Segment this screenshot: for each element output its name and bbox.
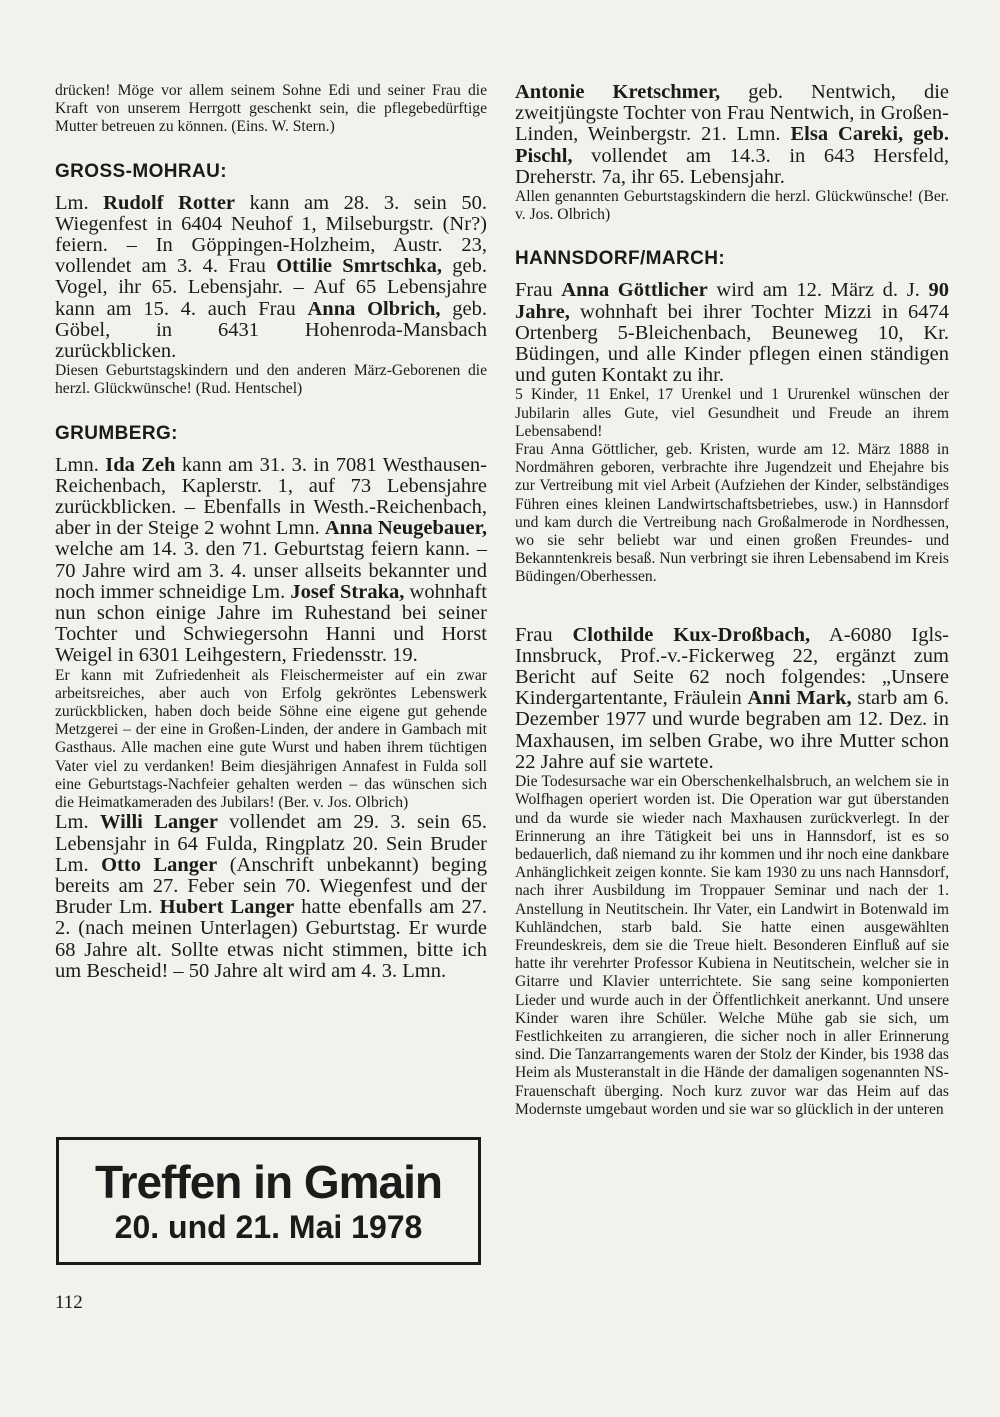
paragraph: Die Todesursache war ein Oberschenkelhalsbruch, an welchem sie in Wolfhagen operiert worden ist. Die Operation war gut überstanden und da wurde sie wieder nach Maxhausen zurückverlegt. In der Erinnerung an ihre Tätigkeit bei uns in Hannsdorf, ist es so bedauerlich, daß niemand zu ihr kommen und ihr noch eine dankbare Anhänglichkeit zeigen konnte. Sie kam 1930 zu uns nach Hannsdorf, nach ihrer Ausbildung im Troppauer Seminar und nach der 1. Anstellung in Neutitschein. Ihr Vater, ein Landwirt in Botenwald im Kuhländchen, starb bald. Sie hatte einen ausgewählten Freundeskreis, dem sie die Treue hielt. Besonderen Einfluß auf sie hatte ihr verehrter Professor Kubiena in Neutitschein, welcher sie in Gitarre und Klavier unterrichtete. Sie sang seine komponierten Lieder und wurde auch in der Öffentlichkeit anerkannt. Und unsere Kinder waren ihre Schüler. Welche Mühe gab sie sich, um Festlichkeiten zu arrangieren, die sicher noch in aller Erinnerung sind. Die Tanzarrangements waren der Stolz der Kinder, bis 1938 das Heim als Musteranstalt in die Hände der damaligen sogenannten NS-Frauenschaft überging. Noch kurz zuvor war das Heim auf das Modernste umgebaut worden und sie war so glücklich in der unteren (515, 773, 949, 1118)
person-name: Josef Straka, (290, 580, 405, 603)
paragraph (55, 193, 487, 363)
text-run: hatte ebenfalls am 27. 2. (nach meinen Unterlagen) Geburtstag. Er wurde 68 Jahre alt. Sollte etwas nicht stimmen, bitte ich um Bescheid! – 50 Jahre alt wird am 4. 3. Lmn. (55, 896, 487, 982)
section-heading-hannsdorf-march: HANNSDORF/MARCH: (515, 248, 726, 270)
text-run: vollendet am 14.3. in 643 Hersfeld, Dreherstr. 7a, ihr 65. Lebensjahr. (515, 144, 949, 188)
text-run: Lm. (55, 191, 104, 214)
person-name: Clothilde Kux-Droßbach, (572, 623, 811, 646)
right-column (515, 82, 949, 1119)
paragraph (515, 82, 949, 188)
paragraph (55, 812, 487, 982)
age-highlight: 90 Jahre, (515, 279, 950, 323)
text-run: geb. Vogel, ihr 65. Lebensjahr. – Auf 65 Lebensjahre kann am 15. 4. auch Frau (55, 255, 487, 320)
person-name: Rudolf Rotter (103, 191, 236, 214)
section-heading-gross-mohrau: GROSS-MOHRAU: (55, 160, 227, 182)
section-heading-grumberg: GRUMBERG: (55, 422, 178, 444)
paragraph (55, 455, 487, 667)
person-name: Hubert Langer (159, 896, 295, 919)
left-column (55, 82, 487, 982)
paragraph: drücken! Möge vor allem seinem Sohne Edi und seiner Frau die Kraft von unserem Herrgott geschenkt sein, die pflegebedürftige Mutter betreuen zu können. (Eins. W. Stern.) (55, 82, 487, 136)
announcement-title: Treffen in Gmain (95, 1156, 442, 1208)
text-run: kann am 31. 3. in 7081 Westhausen-Reichenbach, Kaplerstr. 1, auf 73 Lebensjahre zurückblicken. – Ebenfalls in Westh.-Reichenbach, aber in der Steige 2 wohnt Lmn. (55, 453, 488, 540)
person-name: Elsa Careki, geb. Pischl, (515, 123, 950, 167)
person-name: Otto Langer (101, 853, 218, 876)
person-name: Anna Neugebauer, (324, 517, 487, 540)
paragraph: Frau Anna Göttlicher, geb. Kristen, wurde am 12. März 1888 in Nordmähren geboren, verbrachte ihre Jugendzeit und Ehejahre bis zur Vertreibung mit viel Arbeit (Aufziehen der Kinder, selbständiges Führen eines kleinen Landwirtschaftsbetriebes, usw.) in Hannsdorf und kam durch die Vertreibung nach Großalmerode in Nordhessen, wo sie sehr beliebt war und einen großen Freundes- und Bekanntenkreis besaß. Nun verbringt sie ihren Lebensabend im Kreis Büdingen/Oberhessen. (515, 441, 949, 586)
text-run: wohnhaft nun schon einige Jahre im Ruhestand bei seiner Tochter und Schwiegersohn Hanni und Horst Weigel in 6301 Leihgestern, Friedensstr. 19. (55, 580, 487, 667)
text-run: Lm. (55, 811, 100, 834)
person-name: Anna Olbrich, (307, 297, 441, 320)
person-name: Ottilie Smrtschka, (276, 255, 442, 278)
page-number: 112 (55, 1292, 83, 1313)
person-name: Anni Mark, (747, 687, 852, 710)
paragraph (515, 280, 949, 386)
text-run: Frau (515, 623, 573, 646)
paragraph: 5 Kinder, 11 Enkel, 17 Urenkel und 1 Ururenkel wünschen der Jubilarin alles Gute, viel Gesundheit und Freude an ihrem Lebensabend! (515, 386, 949, 440)
announcement-date: 20. und 21. Mai 1978 (114, 1209, 423, 1245)
person-name: Ida Zeh (105, 453, 176, 476)
text-run: vollendet am 29. 3. sein 65. Lebensjahr in 64 Fulda, Ringplatz 20. Sein Bruder Lm. (55, 811, 487, 876)
text-run: Lmn. (55, 453, 106, 476)
paragraph: Diesen Geburtstagskindern und den anderen März-Geborenen die herzl. Glückwünsche! (Rud. Hentschel) (55, 362, 487, 398)
text-run: starb am 6. Dezember 1977 und wurde begraben am 12. Dez. in Maxhausen, im selben Grabe, wo ihre Mutter schon 22 Jahre auf sie wartete. (515, 687, 949, 773)
person-name: Anna Göttlicher (561, 279, 708, 302)
text-run: geb. Nentwich, die zweitjüngste Tochter von Frau Nentwich, in Großen-Linden, Weinbergstr. 21. Lmn. (515, 81, 949, 146)
text-run: A-6080 Igls-Innsbruck, Prof.-v.-Fickerweg 22, ergänzt zum Bericht auf Seite 62 noch folgendes: „Unsere Kindergartentante, Fräulein (515, 623, 950, 710)
announcement-box (56, 1137, 481, 1265)
paragraph: Er kann mit Zufriedenheit als Fleischermeister auf ein zwar arbeitsreiches, aber auch von Erfolg gekröntes Lebenswerk zurückblicken, haben doch beide Söhne eine eigene gut gehende Metzgerei – der eine in Großen-Linden, der andere in Gambach mit Gasthaus. Alle machen eine gute Wurst und haben ihrem tüchtigen Vater viel zu verdanken! Beim diesjährigen Annafest in Fulda soll eine Geburtstags-Nachfeier gehalten werden – das wünschen sich die Heimatkameraden des Jubilars! (Ber. v. Jos. Olbrich) (55, 666, 487, 812)
text-run: wohnhaft bei ihrer Tochter Mizzi in 6474 Ortenberg 5-Bleichenbach, Beuneweg 10, Kr. Büdingen, und alle Kinder pflegen einen ständigen und guten Kontakt zu ihr. (515, 300, 949, 387)
text-run: (Anschrift unbekannt) beging bereits am 27. Feber sein 70. Wiegenfest und der Bruder Lm. (55, 853, 487, 919)
text-run: wird am 12. März d. J. (707, 279, 929, 302)
text-run: Frau (515, 279, 562, 302)
paragraph (515, 625, 949, 773)
text-run: kann am 28. 3. sein 50. Wiegenfest in 6404 Neuhof 1, Milseburgstr. (Nr?) feiern. – In Göppingen-Holzheim, Austr. 23, vollendet am 3. 4. Frau (55, 191, 487, 278)
person-name: Antonie Kretschmer, (515, 81, 721, 103)
person-name: Willi Langer (99, 811, 218, 834)
paragraph: Allen genannten Geburtstagskindern die herzl. Glückwünsche! (Ber. v. Jos. Olbrich) (515, 188, 949, 224)
text-run: welche am 14. 3. den 71. Geburtstag feiern kann. – 70 Jahre wird am 3. 4. unser allseits bekannter und noch immer schneidige Lm. (55, 538, 487, 603)
text-run: geb. Göbel, in 6431 Hohenroda-Mansbach zurückblicken. (55, 297, 487, 363)
